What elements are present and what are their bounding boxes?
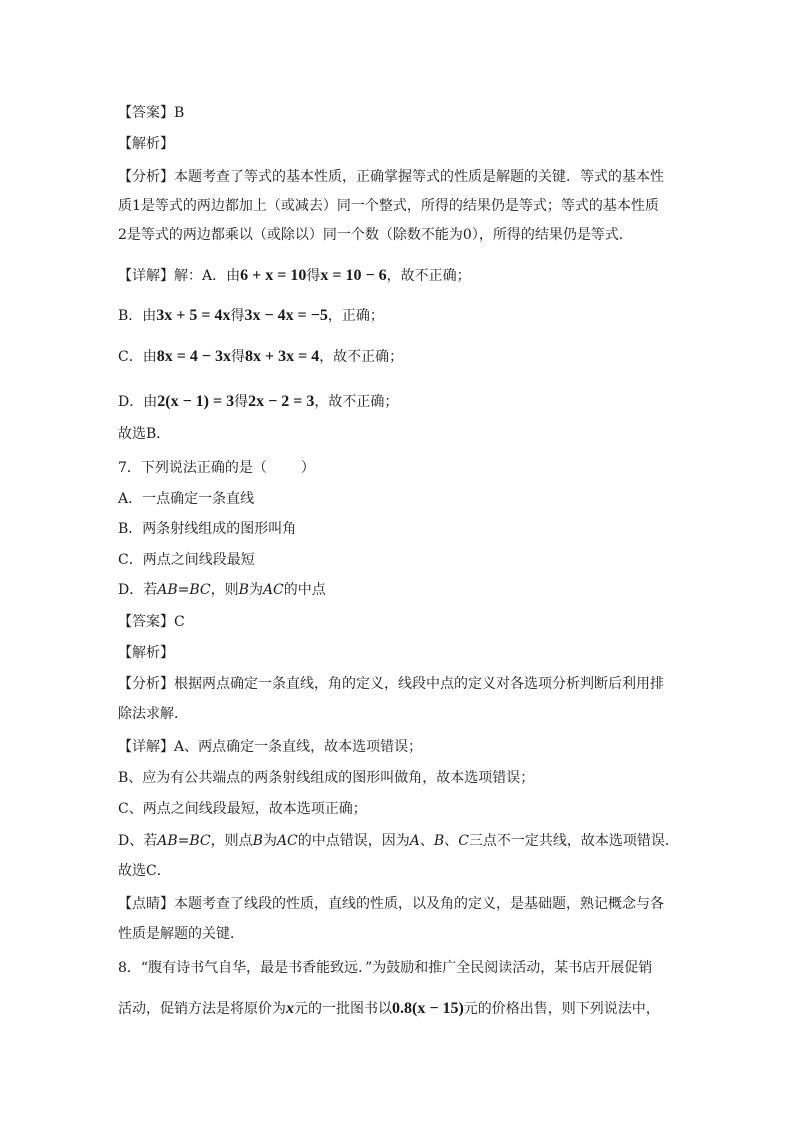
answer-label-q6: 【答案】B [118,105,185,121]
option-d-connector-2: 为 [248,582,263,598]
segment-ab: AB [157,582,178,598]
fenxi-line-2: 质1是等式的两边都加上（或减去）同一个整式，所得的结果仍是等式；等式的基本性质 [118,198,659,214]
analysis-title-q7: 【解析】 [118,645,174,661]
detail-prefix: 【详解】解：A．由 [118,268,241,284]
segment-bc: BC [189,833,211,849]
analysis-title-q6: 【解析】 [118,136,174,152]
detail-d-connector-2: 为 [262,833,277,849]
detail-connector: 得 [230,308,245,324]
detail-d-suffix: 三点不一定共线，故本选项错误． [468,833,679,849]
point-c: C [458,833,469,849]
detail-option-d [118,393,398,411]
separator: 、 [444,833,459,849]
equals-sign: = [177,833,190,849]
option-d-connector: ，则 [210,582,239,598]
detail-prefix: B．由 [118,308,157,324]
option-c: C．两点之间线段最短 [118,552,255,568]
separator: 、 [419,833,434,849]
equals-sign: = [177,582,190,598]
detail-d-connector: ，则点 [210,833,253,849]
question-8-line-1: 8．“腹有诗书气自华，最是书香能致远．”为鼓励和推广全民阅读活动，某书店开展促销 [118,960,653,976]
detail-connector: 得 [230,349,245,365]
detail-verdict: ，故不正确； [319,349,404,365]
segment-ab: AB [157,833,178,849]
dianjing-line-2: 性质是解题的关键． [118,926,244,942]
point-a: A [409,833,420,849]
equation-given: 8x = 4 − 3x [156,348,231,365]
option-d-suffix: 的中点 [283,582,326,598]
question-number: 7． [118,460,141,476]
equation-result: 2x − 2 = 3 [248,393,315,410]
conclusion-q7: 故选C． [118,863,171,879]
detail-prefix: C．由 [118,349,157,365]
point-b: B [252,833,263,849]
variable-x: x [286,1000,294,1017]
point-b: B [238,582,249,598]
segment-ac: AC [262,582,284,598]
q8-text-mid: 元的一批图书以 [294,1001,392,1017]
option-d-prefix: D．若 [118,582,158,598]
fenxi-q7-line-2: 除法求解． [118,706,188,722]
segment-ac: AC [276,833,298,849]
conclusion-q6: 故选B． [118,426,171,442]
fenxi-line-3: 2是等式的两边都乘以（或除以）同一个数（除数不能为0），所得的结果仍是等式． [118,227,633,243]
price-expression: 0.8(x − 15) [392,1000,464,1017]
detail-q7-c: C、两点之间线段最短，故本选项正确； [118,801,367,817]
equation-result: 3x − 4x = −5 [244,307,328,324]
equation-given: 2(x − 1) = 3 [157,393,235,410]
detail-q7-b: B、应为有公共端点的两条射线组成的图形叫做角，故本选项错误； [118,770,535,786]
point-b: B [433,833,445,849]
detail-option-b [118,307,384,325]
segment-bc: BC [189,582,211,598]
dianjing-line-1: 【点睛】本题考查了线段的性质，直线的性质，以及角的定义，是基础题，熟记概念与各 [118,896,664,912]
detail-verdict: ，故不正确； [386,268,471,284]
equation-given: 3x + 5 = 4x [156,307,231,324]
detail-q7-d [118,832,679,850]
equation-given: 6 + x = 10 [240,267,307,284]
fenxi-line-1: 【分析】本题考查了等式的基本性质，正确掌握等式的性质是解题的关键．等式的基本性 [118,169,664,185]
equation-result: 8x + 3x = 4 [244,348,320,365]
question-8-line-2 [118,1000,660,1018]
detail-d-connector-3: 的中点错误，因为 [297,833,410,849]
detail-connector: 得 [306,268,321,284]
detail-verdict: ，正确； [327,308,384,324]
question-paren-close: ） [300,460,315,476]
answer-label-q7: 【答案】C [118,614,185,630]
option-b: B．两条射线组成的图形叫角 [118,521,297,537]
detail-d-prefix: D、若 [118,833,158,849]
q8-text-suffix: 元的价格出售，则下列说法中， [463,1001,660,1017]
detail-option-a [118,267,471,285]
detail-connector: 得 [234,394,249,410]
equation-result: x = 10 − 6 [320,267,387,284]
question-7-stem [118,459,315,477]
question-text: 下列说法正确的是（ [140,460,267,476]
detail-verdict: ，故不正确； [314,394,399,410]
detail-option-c [118,348,403,366]
detail-q7-a: 【详解】A、两点确定一条直线，故本选项错误； [118,739,423,755]
option-d [118,581,326,599]
q8-text-prefix: 活动，促销方法是将原价为 [118,1001,286,1017]
fenxi-q7-line-1: 【分析】根据两点确定一条直线，角的定义，线段中点的定义对各选项分析判断后利用排 [118,676,664,692]
detail-prefix: D．由 [118,394,158,410]
option-a: A．一点确定一条直线 [118,491,255,507]
